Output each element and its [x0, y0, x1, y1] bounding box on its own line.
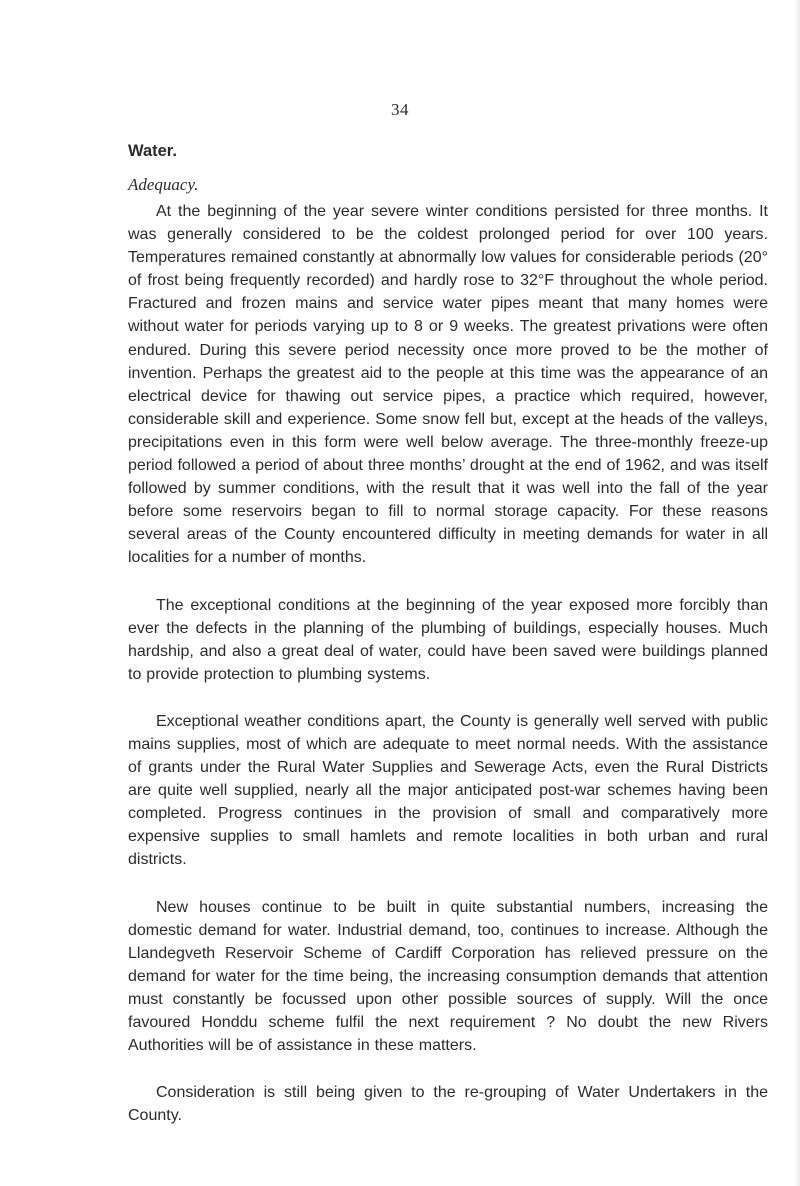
page-number: 34	[391, 100, 409, 119]
section-heading: Water.	[128, 142, 177, 160]
document-body	[128, 141, 768, 1151]
paragraph-regrouping: Consideration is still being given to the re-grouping of Water Undertakers in the County.	[128, 1084, 768, 1125]
paragraph-winter-conditions: At the beginning of the year severe winter conditions persisted for three months. It was generally considered to be the coldest prolonged period for over 100 years. Temperatures remained constantly at abnormally low values for considerable periods (20° of frost being frequently recorded) and hardly rose to 32°F throughout the whole period. Fractured and frozen mains and service water pipes meant that many homes were without water for periods varying up to 8 or 9 weeks. The greatest privations were often endured. During this severe period necessity once more proved to be the mother of invention. Perhaps the greatest aid to the people at this time was the appearance of an electrical device for thawing out service pipes, a practice which required, however, considerable skill and experience. Some snow fell but, except at the heads of the valleys, precipitations even in this form were well below average. The three-monthly freeze-up period followed a period of about three months’ drought at the end of 1962, and was itself followed by summer conditions, with the result that it was well into the fall of the year before some reservoirs began to fill to normal storage capacity. For these reasons several areas of the County encountered difficulty in meeting demands for water in all localities for a number of months.	[128, 203, 768, 567]
paragraph-plumbing-defects: The exceptional conditions at the beginning of the year exposed more forcibly than ever the defects in the planning of the plumbing of buildings, especially houses. Much hardship, and also a great deal of water, could have been saved were buildings planned to provide protection to plumbing systems.	[128, 596, 768, 683]
paragraph-demand-for-water: New houses continue to be built in quite substantial numbers, increasing the domestic demand for water. Industrial demand, too, continues to increase. Although the Llandegveth Reservoir Scheme of Cardiff Corporation has relieved pressure on the demand for water for the time being, the increasing consumption demands that attention must constantly be focussed upon other possible sources of supply. Will the once favoured Honddu scheme fulfil the next requirement ? No doubt the new Rivers Authorities will be of assistance in these matters.	[128, 898, 768, 1055]
section-subheading: Adequacy.	[128, 175, 199, 194]
paragraph-mains-supplies: Exceptional weather conditions apart, the County is generally well served with public mains supplies, most of which are adequate to meet normal needs. With the assistance of grants under the Rural Water Supplies and Sewerage Acts, even the Rural Districts are quite well supplied, nearly all the major anticipated post-war schemes having been completed. Progress continues in the provision of small and comparatively more expensive supplies to small hamlets and remote localities in both urban and rural districts.	[128, 712, 768, 869]
page-edge-shadow	[794, 0, 800, 1186]
